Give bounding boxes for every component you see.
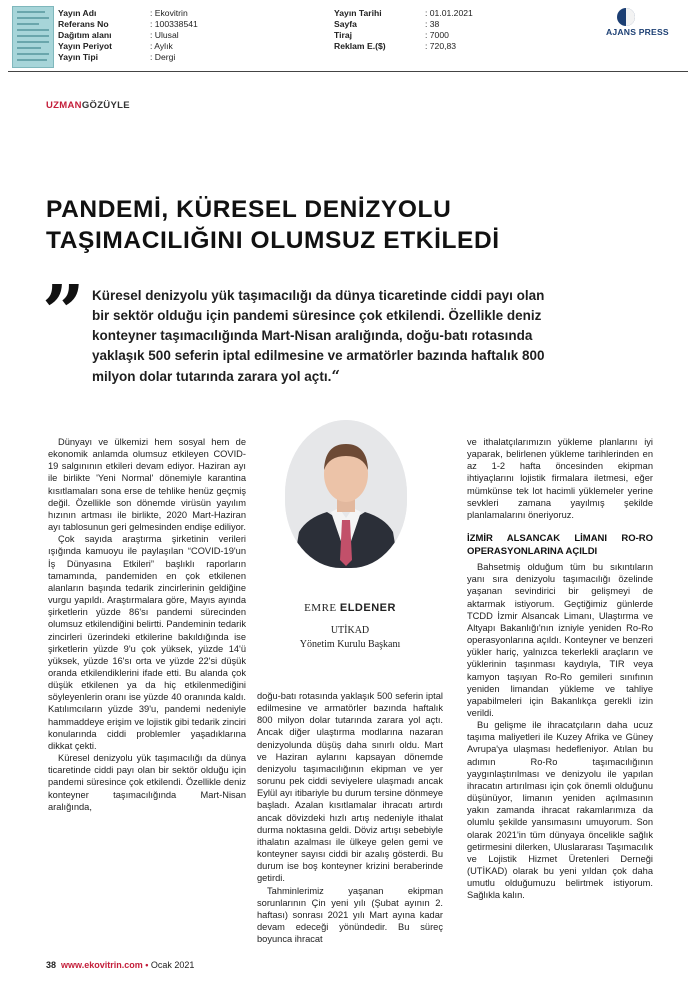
meta-label-ad-value: Reklam E.($) <box>334 41 386 51</box>
meta-label-distribution: Dağıtım alanı <box>58 30 112 40</box>
author-name <box>255 602 445 614</box>
meta-label-publication: Yayın Adı <box>58 8 97 18</box>
meta-label-circulation: Tiraj <box>334 30 352 40</box>
ajans-press-logo-icon <box>617 8 635 26</box>
meta-label-date: Yayın Tarihi <box>334 8 382 18</box>
author-portrait <box>285 420 407 568</box>
meta-value-type: : Dergi <box>150 52 176 62</box>
meta-value-circulation: : 7000 <box>425 30 449 40</box>
meta-label-period: Yayın Periyot <box>58 41 112 51</box>
paragraph: Küresel denizyolu yük taşımacılığı da dünya ticaretinde ciddi payı olan bir sektör olduğu için pandemi süresince çok etkilendi. Özellikle deniz konteyner taşımacılığında Mart-Nisan aralığında, <box>48 753 246 812</box>
author-first-name: EMRE <box>304 602 337 614</box>
meta-value-date: : 01.01.2021 <box>425 8 473 18</box>
subheading: İZMİR ALSANCAK LİMANI RO-RO OPERASYONLARINA AÇILDI <box>467 533 653 557</box>
headline-line-2: TAŞIMACILIĞINI OLUMSUZ ETKİLEDİ <box>46 227 500 254</box>
author-portrait-illustration <box>285 420 407 568</box>
author-organization: UTİKAD <box>330 625 370 636</box>
author-last-name: ELDENER <box>339 602 396 614</box>
footer-bullet: • <box>145 960 149 970</box>
article-headline <box>46 194 656 256</box>
paragraph: doğu-batı rotasında yaklaşık 500 seferin iptal edilmesine ve armatörler bazında haftalık 800 milyon dolar tutarında zarara yol açtı. Ancak diğer ulaştırma modlarına nazaran denizyolunda düşüş daha sınırlı oldu. Mart ve Haziran aylarını kapsayan dönemde denizyolu taşımacılığının ekipman ve yer sorunu pek ciddi seviyelere ulaşmadı ancak Eylül ayı itibariyle bu durum tersine dönmeye başladı. Azalan kısıtlamalar ihracatı artırdı ancak dövizdeki hızlı artış nedeniyle ithalat durma noktasına geldi. Döviz artışı sebebiyle ithalatın azalması ile ülkeye gelen gemi ve konteyner sayısı ciddi bir azalış gösterdi. Bu durum ise boş konteyner krizini beraberinde getirdi. <box>257 691 443 884</box>
author-title: Yönetim Kurulu Başkanı <box>299 639 401 650</box>
pull-quote <box>92 286 562 387</box>
header-divider <box>8 71 688 72</box>
meta-value-period: : Aylık <box>150 41 173 51</box>
paragraph: Dünyayı ve ülkemizi hem sosyal hem de ekonomik anlamda olumsuz etkileyen COVID-19 salgınının etkileri devam ediyor. Haziran ayı ile birlikte 'Yeni Normal' dönemiyle karantina kısıtlamaları sona erse de tehlike henüz geçmiş değil. Özellikle son dönemde virüsün yayılım hızının artması ile birlikte, 2020 Mart-Haziran ayı tablosunun geri gelmesinden endişe ediliyor. <box>48 437 246 533</box>
meta-value-page: : 38 <box>425 19 440 29</box>
paragraph: Bahsetmiş olduğum tüm bu sıkıntıların yanı sıra denizyolu taşımacılığı özelinde yaşanan sevindirici bir gelişmeyi de aktarmak istiyorum. Geçtiğimiz günlerde TCDD İzmir Alsancak Limanı, Ulaştırma ve Altyapı Bakanlığı'nın izniyle yeniden Ro-Ro operasyonlarına açıldı. Konteyner ve benzeri yükler hariç, yalnızca tekerlekli araçların ve yüklerinin taşınması kaydıyla, TIR veya kamyon taşıyan Ro-Ro gemileri sınıfının yeniden limandan yükleme ve tahliye yapabilmeleri için Bakanlıkça gerekli izin verildi. <box>467 562 653 718</box>
meta-value-reference: : 100338541 <box>150 19 198 29</box>
meta-label-type: Yayın Tipi <box>58 52 98 62</box>
publication-thumbnail <box>12 6 54 68</box>
footer-website: www.ekovitrin.com <box>61 960 143 970</box>
footer-page-number: 38 <box>46 960 57 970</box>
body-column-2 <box>257 690 443 945</box>
page-footer <box>46 960 194 970</box>
paragraph: Çok sayıda araştırma şirketinin verileri ışığında kamuoyu ile paylaşılan “COVID-19'un İş Dünyasına Etkileri” başlıklı raporların tamamında, pandemiden en çok etkilenen alanların başında tedarik zincirlerinin geldiğine vurgu yapıldı. Araştırmalara göre, Mayıs ayında şirketlerin yüzde 86'sı pandemi sürecinden olumsuz etkilendiğini belirtti. Pandeminin tedarik zincirleri üzerindeki etkilerine bakıldığında ise şirketlerin yüzde 9'u çok yüksek, yüzde 14'ü yüksek, yüzde 16'sı orta ve yüzde 22'si düşük oranda etkilendiklerini ifade etti. Bu alanda çok düşük etkilenen ya da hiç etkilenmediğini söyleyenlerin oranı ise yüzde 40 oranında kaldı. Katılımcıların yüzde 39'u, pandemi nedeniyle hammaddeye erişim ve lojistik gibi tedarik zinciri konularında ciddi problemler yaşadıklarına dikkat çekti. <box>48 534 246 751</box>
headline-line-1: PANDEMİ, KÜRESEL DENİZYOLU <box>46 196 452 223</box>
paragraph: ve ithalatçılarımızın yükleme planlarını iyi yaparak, belirlenen yükleme tarihlerinden en az 1-2 hafta öncesinden ekipman ihtiyaçlarını lojistik firmalara iletmesi, eğer mümkünse tek lot hacimli yüklemeler yerine sevkleri zamana yayılmış şekilde planlamalarını öneriyoruz. <box>467 437 653 520</box>
meta-value-distribution: : Ulusal <box>150 30 179 40</box>
open-quote-mark: ” <box>42 270 85 356</box>
section-kicker <box>46 100 130 111</box>
body-column-3 <box>467 436 653 901</box>
kicker-rest: GÖZÜYLE <box>81 100 130 111</box>
paragraph: Bu gelişme ile ihracatçıların daha ucuz taşıma maliyetleri ile Kuzey Afrika ve Güney Avrupa'ya ulaşması hedefleniyor. Atılan bu adımın Ro-Ro taşımacılığının yaygınlaştırılması ve denizyolu ile yapılan ihracatın artırılması için çok önemli olduğunu düşünüyor, limanın yeniden açılmasının yakın zamanda ihracat rakamlarımıza da olumlu şekilde yansımasını umuyorum. Son olarak 2021'in tüm dünyaya öncelikle sağlık getirmesini dilerken, Uluslararası Taşımacılık ve Lojistik Hizmet Üretenleri Derneği (UTİKAD) olarak bu yeni yıldan çok daha umutlu olduğumuzu belirtmek istiyorum. Sağlıkla kalın. <box>467 720 653 901</box>
meta-value-publication: : Ekovitrin <box>150 8 188 18</box>
pull-quote-text: Küresel denizyolu yük taşımacılığı da dünya ticaretinde ciddi payı olan bir sektör olduğu için pandemi süresince çok etkilendi. Özellikle deniz konteyner taşımacılığında Mart-Nisan aralığında, doğu-batı rotasında yaklaşık 500 seferin iptal edilmesine ve armatörler bazında haftalık 800 milyon dolar tutarında zarara yol açtı. <box>92 288 545 384</box>
meta-value-ad-value: : 720,83 <box>425 41 457 51</box>
ajans-press-logo-text: AJANS PRESS <box>606 27 669 37</box>
body-column-1 <box>48 436 246 813</box>
footer-date: Ocak 2021 <box>150 960 195 970</box>
meta-label-page: Sayfa <box>334 19 357 29</box>
paragraph: Tahminlerimiz yaşanan ekipman sorunlarının Çin yeni yılı (Şubat ayının 2. haftası) sonrası 2021 yılı Mart ayına kadar devam edeceği yönündedir. Bu süreç boyunca ihracat <box>257 885 443 945</box>
meta-label-reference: Referans No <box>58 19 109 29</box>
kicker-accent: UZMAN <box>46 100 82 111</box>
close-quote-mark: “ <box>331 367 340 385</box>
